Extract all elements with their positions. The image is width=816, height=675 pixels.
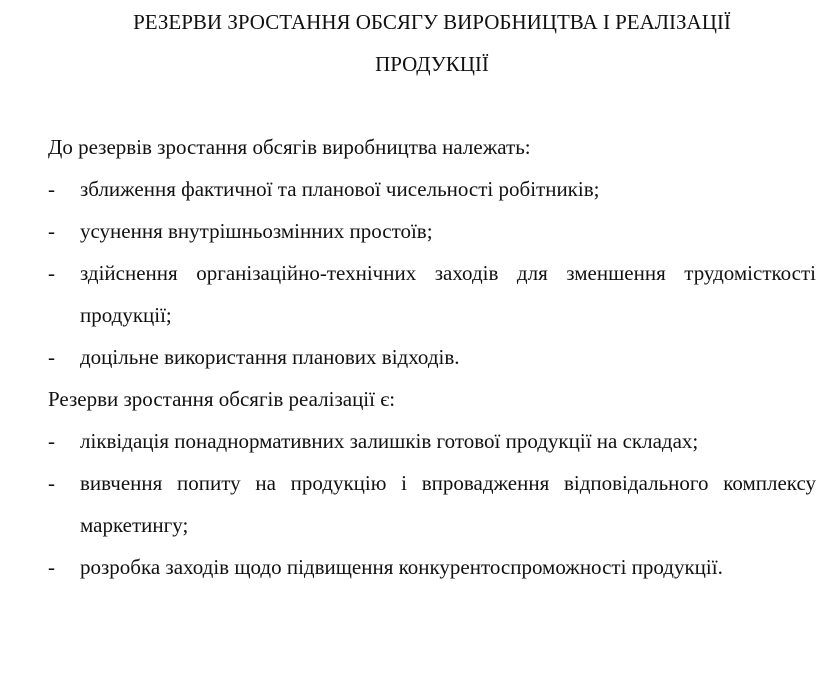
dash-bullet: -: [48, 219, 55, 243]
list-item: [48, 210, 816, 252]
list-item-text: ліквідація понаднормативних залишків готової продукції на складах;: [80, 429, 699, 453]
dash-bullet: -: [48, 345, 55, 369]
list-item-text: зближення фактичної та планової чисельності робітників;: [80, 177, 600, 201]
title-line-1: РЕЗЕРВИ ЗРОСТАННЯ ОБСЯГУ ВИРОБНИЦТВА І РЕАЛІЗАЦІЇ: [133, 10, 731, 34]
section-1-intro: До резервів зростання обсягів виробництва належать:: [48, 135, 531, 159]
list-item: [48, 252, 816, 336]
list-item: [48, 546, 816, 588]
list-item-text: усунення внутрішньозмінних простоїв;: [80, 219, 433, 243]
list-item-text: здійснення організаційно-технічних заходів для зменшення трудомісткості продукції;: [80, 261, 816, 327]
list-item: [48, 336, 816, 378]
dash-bullet: -: [48, 429, 55, 453]
list-item-text: доцільне використання планових відходів.: [80, 345, 460, 369]
list-item: [48, 168, 816, 210]
dash-bullet: -: [48, 261, 55, 285]
dash-bullet: -: [48, 471, 55, 495]
section-2-intro: Резерви зростання обсягів реалізації є:: [48, 387, 396, 411]
dash-bullet: -: [48, 177, 55, 201]
list-item: [48, 462, 816, 546]
list-item-text: вивчення попиту на продукцію і впровадження відповідального комплексу маркетингу;: [80, 471, 816, 537]
list-item: [48, 420, 816, 462]
dash-bullet: -: [48, 555, 55, 579]
title-line-2: ПРОДУКЦІЇ: [375, 52, 489, 76]
document-page: [48, 0, 816, 588]
section-2-list: [48, 420, 816, 588]
list-item-text: розробка заходів щодо підвищення конкурентоспроможності продукції.: [80, 555, 723, 579]
document-title: [48, 0, 816, 85]
section-1-list: [48, 168, 816, 378]
